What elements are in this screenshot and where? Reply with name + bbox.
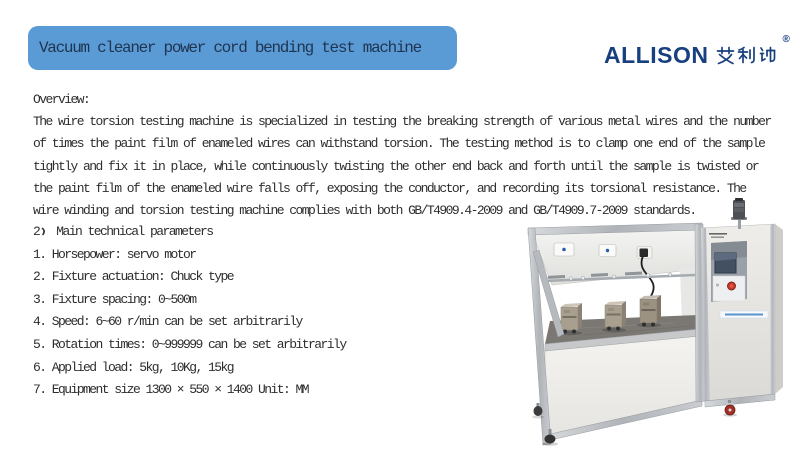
parameters-section <box>33 221 346 402</box>
overview-line: tightly and fix it in place, while continuously twisting the other end back and forth until the sample is twisted or <box>33 158 759 174</box>
title-banner <box>28 26 457 70</box>
parameter-item: 7. Equipment size 1300 × 550 × 1400 Unit: MM <box>33 382 309 398</box>
machine-photo <box>524 197 796 450</box>
parameters-heading-number: 2 <box>33 224 40 239</box>
parameter-item: 2. Fixture actuation: Chuck type <box>33 269 234 285</box>
machine-lower-cabinet <box>545 336 702 441</box>
machine-control-tower <box>701 224 783 407</box>
page-title: Vacuum cleaner power cord bending test machine <box>39 39 421 57</box>
overview-heading: Overview: <box>33 92 90 107</box>
parameter-item: 1. Horsepower: servo motor <box>33 246 196 262</box>
brand-logo <box>604 34 790 68</box>
brand-cjk-characters-icon <box>715 45 779 65</box>
overview-line: of times the paint film of enameled wires can withstand torsion. The testing method is to clamp one end of the sample <box>33 136 765 152</box>
parameter-item: 4. Speed: 6~60 r/min can be set arbitrarily <box>33 314 302 330</box>
parameters-heading-text: Main technical parameters <box>56 224 213 239</box>
overview-line: The wire torsion testing machine is specialized in testing the breaking strength of various metal wires and the number <box>33 114 771 130</box>
brand-name: ALLISON <box>604 42 709 68</box>
parameter-item: 5. Rotation times: 0~999999 can be set arbitrarily <box>33 336 346 352</box>
parameter-item: 6. Applied load: 5kg, 10Kg, 15kg <box>33 359 234 375</box>
ideographic-comma-icon <box>41 227 47 236</box>
signal-tower-light <box>731 198 747 229</box>
parameter-item: 3. Fixture spacing: 0~500m <box>33 291 196 307</box>
overview-line: the paint film of the enameled wire falls off, exposing the conductor, and recording its torsional resistance. The <box>33 180 746 196</box>
parameters-heading <box>33 221 346 244</box>
registered-trademark-icon: ® <box>782 34 790 45</box>
overview-line: wire winding and torsion testing machine complies with both GB/T4909.4-2009 and GB/T4909.7-2009 standards. <box>33 203 696 219</box>
